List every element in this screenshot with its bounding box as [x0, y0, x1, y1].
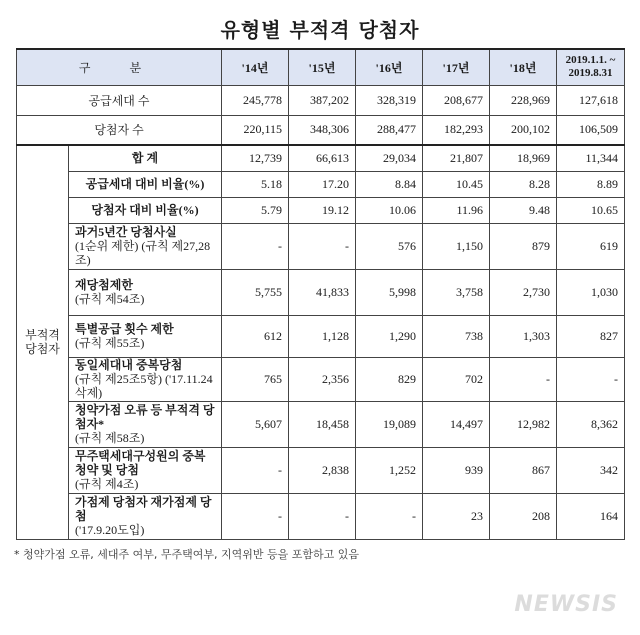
row-title: 특별공급 횟수 제한	[75, 322, 174, 336]
table-cell: 939	[423, 447, 490, 493]
table-cell: -	[289, 493, 356, 539]
row-label	[69, 223, 222, 269]
row-title: 과거5년간 당첨사실	[75, 225, 177, 239]
table-cell: -	[222, 223, 289, 269]
table-cell: 5,755	[222, 269, 289, 315]
table-cell: 1,030	[557, 269, 625, 315]
table-cell: 1,150	[423, 223, 490, 269]
table-cell: 9.48	[490, 197, 557, 223]
year-header: '15년	[289, 49, 356, 85]
table-cell: 5.18	[222, 171, 289, 197]
table-cell: 12,739	[222, 145, 289, 171]
row-subtitle: (규칙 제4조)	[75, 477, 139, 491]
row-label	[69, 315, 222, 357]
year-header: '17년	[423, 49, 490, 85]
row-subtitle: (규칙 제58조)	[75, 431, 145, 445]
table-cell: 348,306	[289, 115, 356, 145]
table-cell: 1,303	[490, 315, 557, 357]
table-row	[17, 447, 625, 493]
table-cell: 5,607	[222, 401, 289, 447]
table-cell: 827	[557, 315, 625, 357]
table-row	[17, 493, 625, 539]
table-cell: 41,833	[289, 269, 356, 315]
row-label: 당첨자 대비 비율(%)	[69, 197, 222, 223]
category-header: 구 분	[17, 49, 222, 85]
footnote: * 청약가점 오류, 세대주 여부, 무주택여부, 지역위반 등을 포함하고 있음	[14, 548, 359, 561]
table-cell: 387,202	[289, 85, 356, 115]
table-cell: 576	[356, 223, 423, 269]
year-header: '14년	[222, 49, 289, 85]
row-label: 합 계	[69, 145, 222, 171]
table-cell: 18,969	[490, 145, 557, 171]
table-cell: 738	[423, 315, 490, 357]
group-label: 부적격 당첨자	[17, 145, 69, 539]
table-cell: 5.79	[222, 197, 289, 223]
table-cell: 208	[490, 493, 557, 539]
table-cell: 765	[222, 357, 289, 401]
table-cell: 228,969	[490, 85, 557, 115]
table-cell: 17.20	[289, 171, 356, 197]
year-header: '18년	[490, 49, 557, 85]
table-cell: 10.65	[557, 197, 625, 223]
table-cell: 702	[423, 357, 490, 401]
row-label	[69, 357, 222, 401]
table-cell: 8.84	[356, 171, 423, 197]
row-subtitle: (규칙 제55조)	[75, 336, 145, 350]
row-title: 무주택세대구성원의 중복청약 및 당첨	[75, 449, 206, 477]
row-title: 동일세대내 중복당첨	[75, 358, 183, 372]
table-row	[17, 171, 625, 197]
table-cell: 66,613	[289, 145, 356, 171]
table-cell: 127,618	[557, 85, 625, 115]
table-cell: 200,102	[490, 115, 557, 145]
table-cell: 106,509	[557, 115, 625, 145]
table-cell: 879	[490, 223, 557, 269]
winners-row	[17, 115, 625, 145]
table-row	[17, 197, 625, 223]
year-header: '16년	[356, 49, 423, 85]
table-cell: 19,089	[356, 401, 423, 447]
table-cell: 1,128	[289, 315, 356, 357]
table-cell: 208,677	[423, 85, 490, 115]
table-cell: 21,807	[423, 145, 490, 171]
page-title: 유형별 부적격 당첨자	[220, 18, 420, 42]
row-title: 청약가점 오류 등 부적격 당첨자*	[75, 403, 215, 431]
row-label	[69, 269, 222, 315]
table-cell: 867	[490, 447, 557, 493]
table-cell: 2,838	[289, 447, 356, 493]
row-label	[69, 401, 222, 447]
table-cell: -	[557, 357, 625, 401]
newsis-watermark: NEWSIS	[514, 592, 618, 617]
table-cell: 2,356	[289, 357, 356, 401]
table-cell: -	[222, 493, 289, 539]
table-cell: 829	[356, 357, 423, 401]
table-cell: 3,758	[423, 269, 490, 315]
table-cell: 182,293	[423, 115, 490, 145]
table-cell: -	[289, 223, 356, 269]
table-cell: 328,319	[356, 85, 423, 115]
table-cell: 8.28	[490, 171, 557, 197]
table-cell: 12,982	[490, 401, 557, 447]
table-cell: -	[222, 447, 289, 493]
supply-row	[17, 85, 625, 115]
table-row	[17, 223, 625, 269]
year-header: 2019.1.1. ~ 2019.8.31	[557, 49, 625, 85]
table-cell: 220,115	[222, 115, 289, 145]
table-cell: 10.06	[356, 197, 423, 223]
table-cell: 8.89	[557, 171, 625, 197]
row-label	[69, 493, 222, 539]
row-label: 공급세대 수	[17, 85, 222, 115]
row-subtitle: (규칙 제54조)	[75, 292, 145, 306]
table-cell: 29,034	[356, 145, 423, 171]
table-cell: 18,458	[289, 401, 356, 447]
row-subtitle: (규칙 제25조5항) ('17.11.24 삭제)	[75, 372, 213, 400]
table-cell: 612	[222, 315, 289, 357]
row-subtitle: ('17.9.20도입)	[75, 523, 145, 537]
table-cell: -	[356, 493, 423, 539]
table-row	[17, 269, 625, 315]
table-cell: 164	[557, 493, 625, 539]
ineligible-winners-table	[16, 48, 625, 540]
row-title: 재당첨제한	[75, 278, 133, 292]
table-cell: 1,252	[356, 447, 423, 493]
table-row	[17, 315, 625, 357]
row-title: 가점제 당첨자 재가점제 당첨	[75, 495, 212, 523]
table-cell: 10.45	[423, 171, 490, 197]
row-label: 공급세대 대비 비율(%)	[69, 171, 222, 197]
table-cell: 619	[557, 223, 625, 269]
table-cell: 14,497	[423, 401, 490, 447]
table-cell: 2,730	[490, 269, 557, 315]
table-row	[17, 401, 625, 447]
table-cell: 11,344	[557, 145, 625, 171]
row-subtitle: (1순위 제한) (규칙 제27,28조)	[75, 239, 211, 267]
row-label: 당첨자 수	[17, 115, 222, 145]
table-cell: -	[490, 357, 557, 401]
row-label	[69, 447, 222, 493]
table-cell: 342	[557, 447, 625, 493]
table-cell: 23	[423, 493, 490, 539]
table-row	[17, 357, 625, 401]
table-cell: 11.96	[423, 197, 490, 223]
header-row	[17, 49, 625, 85]
table-cell: 19.12	[289, 197, 356, 223]
table-cell: 5,998	[356, 269, 423, 315]
table-cell: 1,290	[356, 315, 423, 357]
table-row	[17, 145, 625, 171]
table-cell: 8,362	[557, 401, 625, 447]
table-cell: 245,778	[222, 85, 289, 115]
table-cell: 288,477	[356, 115, 423, 145]
